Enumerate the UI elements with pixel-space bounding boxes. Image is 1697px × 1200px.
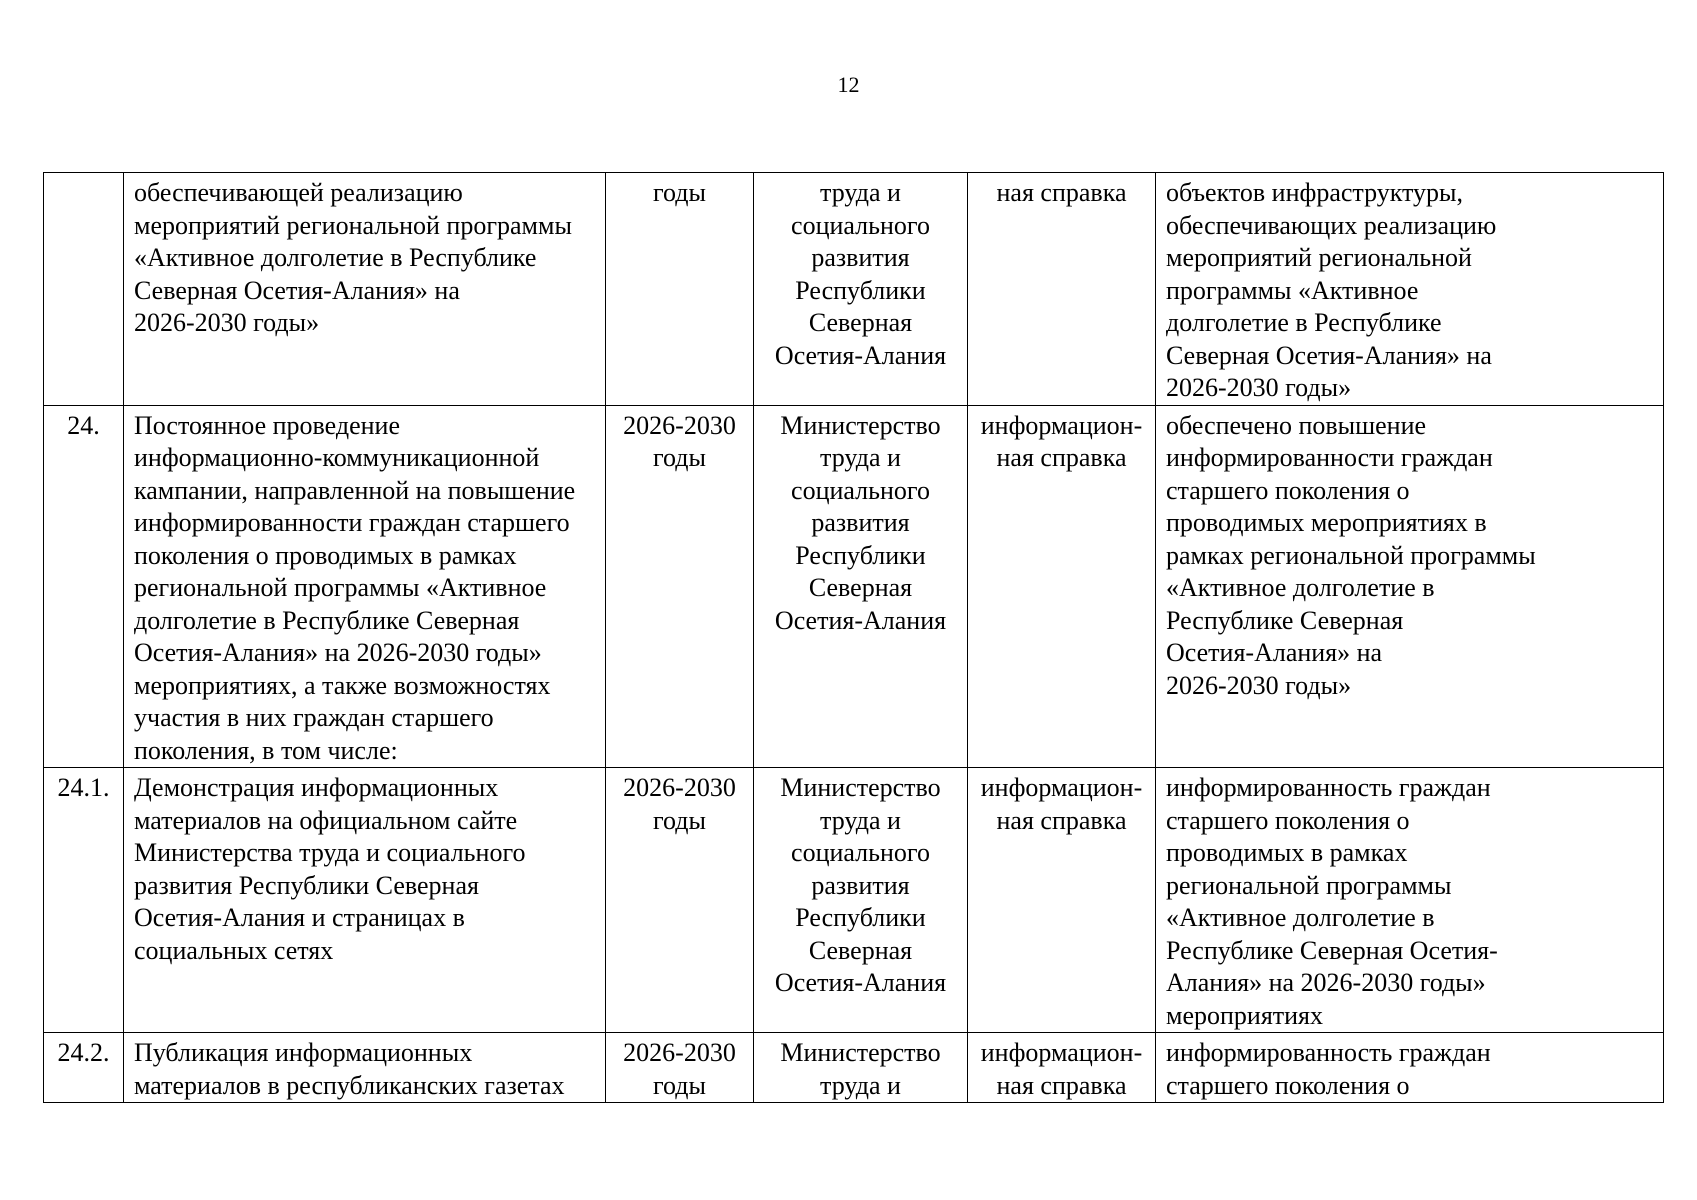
measure-name-line: долголетие в Республике Северная xyxy=(134,605,520,635)
row-number-cell xyxy=(44,768,124,1033)
result-line: объектов инфраструктуры, xyxy=(1166,178,1464,207)
result-line: Алания» на 2026-2030 годы» xyxy=(1166,968,1486,997)
result-line: 2026-2030 годы» xyxy=(1166,373,1352,402)
measure-name-line: Министерства труда и социального xyxy=(134,838,526,867)
measure-name-line: Осетия-Алания и страницах в xyxy=(134,903,465,932)
result-line: Северная Осетия-Алания» на xyxy=(1166,340,1492,370)
executor-cell xyxy=(754,768,968,1033)
result-line: программы «Активное xyxy=(1166,275,1419,305)
measure-name-line: «Активное долголетие в Республике xyxy=(134,243,537,272)
executor-line: Министерство xyxy=(780,410,941,440)
result-line: проводимых в рамках xyxy=(1166,838,1408,867)
row-number: 24. xyxy=(67,410,100,440)
report-form-line: ная справка xyxy=(996,178,1127,207)
executor-line: труда и xyxy=(820,178,901,207)
measure-name-cell xyxy=(124,173,606,406)
executor-line: развития xyxy=(811,508,910,537)
table-row xyxy=(44,768,1664,1033)
result-line: обеспечивающих реализацию xyxy=(1166,210,1497,240)
report-form-line: ная справка xyxy=(996,443,1127,472)
term-line: годы xyxy=(653,1070,706,1100)
term-cell xyxy=(606,1033,754,1103)
executor-line: труда и xyxy=(820,805,901,835)
term-line: 2026-2030 xyxy=(623,1038,736,1067)
result-line: старшего поколения о xyxy=(1166,805,1410,835)
report-form-cell xyxy=(968,173,1156,406)
measure-name-line: мероприятий региональной программы xyxy=(134,210,572,240)
measure-name-line: участия в них граждан старшего xyxy=(134,703,494,732)
result-cell xyxy=(1156,173,1664,406)
executor-line: труда и xyxy=(820,443,901,472)
executor-line: социального xyxy=(791,210,930,240)
report-form-cell xyxy=(968,405,1156,768)
measure-name-line: социальных сетях xyxy=(134,935,334,965)
term-line: 2026-2030 xyxy=(623,773,736,802)
result-line: информированность граждан xyxy=(1166,773,1491,802)
executor-line: социального xyxy=(791,838,930,867)
term-line: 2026-2030 xyxy=(623,410,736,440)
report-form-line: информацион- xyxy=(980,773,1143,802)
executor-line: Осетия-Алания xyxy=(774,340,947,370)
measure-name-line: материалов на официальном сайте xyxy=(134,805,518,835)
measure-name-line: материалов в республиканских газетах xyxy=(134,1070,565,1100)
executor-line: Осетия-Алания xyxy=(774,968,947,997)
term-cell xyxy=(606,405,754,768)
result-line: мероприятиях xyxy=(1166,1000,1324,1030)
measure-name-cell xyxy=(124,1033,606,1103)
result-line: обеспечено повышение xyxy=(1166,410,1427,440)
executor-line: Республики xyxy=(795,903,926,932)
table-body xyxy=(44,173,1664,1103)
measures-table xyxy=(43,172,1664,1103)
table-row xyxy=(44,173,1664,406)
report-form-cell xyxy=(968,768,1156,1033)
row-number-cell xyxy=(44,173,124,406)
row-number-cell xyxy=(44,1033,124,1103)
executor-line: Северная xyxy=(808,935,913,965)
executor-line: Осетия-Алания xyxy=(774,605,947,635)
measure-name-line: информированности граждан старшего xyxy=(134,508,570,537)
executor-line: Республики xyxy=(795,275,926,305)
executor-line: социального xyxy=(791,475,930,505)
measure-name-line: Северная Осетия-Алания» на xyxy=(134,275,460,305)
row-number: 24.2. xyxy=(57,1038,110,1067)
result-line: старшего поколения о xyxy=(1166,475,1410,505)
result-line: проводимых мероприятиях в xyxy=(1166,508,1487,537)
executor-cell xyxy=(754,1033,968,1103)
term-line: годы xyxy=(653,443,706,472)
result-line: информированности граждан xyxy=(1166,443,1493,472)
term-line: годы xyxy=(653,178,706,207)
measure-name-line: кампании, направленной на повышение xyxy=(134,475,576,505)
result-line: Республике Северная Осетия- xyxy=(1166,935,1498,965)
term-line: годы xyxy=(653,805,706,835)
result-line: Осетия-Алания» на xyxy=(1166,638,1383,667)
executor-line: труда и xyxy=(820,1070,901,1100)
result-line: «Активное долголетие в xyxy=(1166,573,1435,602)
measure-name-line: Осетия-Алания» на 2026-2030 годы» xyxy=(134,638,542,667)
report-form-line: ная справка xyxy=(996,1070,1127,1100)
result-line: мероприятий региональной xyxy=(1166,243,1472,272)
measure-name-cell xyxy=(124,768,606,1033)
executor-line: Министерство xyxy=(780,773,941,802)
report-form-cell xyxy=(968,1033,1156,1103)
result-line: информированность граждан xyxy=(1166,1038,1491,1067)
result-cell xyxy=(1156,1033,1664,1103)
executor-line: Северная xyxy=(808,573,913,602)
executor-cell xyxy=(754,173,968,406)
measure-name-line: информационно-коммуникационной xyxy=(134,443,540,472)
page-number: 12 xyxy=(837,72,860,97)
result-line: старшего поколения о xyxy=(1166,1070,1410,1100)
report-form-line: информацион- xyxy=(980,410,1143,440)
report-form-line: информацион- xyxy=(980,1038,1143,1067)
report-form-line: ная справка xyxy=(996,805,1127,835)
measure-name-cell xyxy=(124,405,606,768)
executor-line: Республики xyxy=(795,540,926,570)
measure-name-line: развития Республики Северная xyxy=(134,870,479,900)
result-line: рамках региональной программы xyxy=(1166,540,1536,570)
measure-name-line: Публикация информационных xyxy=(134,1038,473,1067)
measure-name-line: поколения, в том числе: xyxy=(134,735,398,765)
executor-cell xyxy=(754,405,968,768)
result-cell xyxy=(1156,405,1664,768)
measure-name-line: поколения о проводимых в рамках xyxy=(134,540,517,570)
measure-name-line: Демонстрация информационных xyxy=(134,773,499,802)
result-line: Республике Северная xyxy=(1166,605,1404,635)
executor-line: развития xyxy=(811,243,910,272)
measure-name-line: 2026-2030 годы» xyxy=(134,308,320,337)
executor-line: Северная xyxy=(808,308,913,337)
table-row xyxy=(44,405,1664,768)
table-row xyxy=(44,1033,1664,1103)
result-cell xyxy=(1156,768,1664,1033)
measure-name-line: региональной программы «Активное xyxy=(134,573,547,602)
row-number-cell xyxy=(44,405,124,768)
executor-line: Министерство xyxy=(780,1038,941,1067)
result-line: региональной программы xyxy=(1166,870,1452,900)
term-cell xyxy=(606,768,754,1033)
measure-name-line: мероприятиях, а также возможностях xyxy=(134,670,551,700)
result-line: «Активное долголетие в xyxy=(1166,903,1435,932)
executor-line: развития xyxy=(811,870,910,900)
result-line: долголетие в Республике xyxy=(1166,308,1442,337)
result-line: 2026-2030 годы» xyxy=(1166,670,1352,700)
row-number: 24.1. xyxy=(57,773,110,802)
measure-name-line: Постоянное проведение xyxy=(134,410,401,440)
term-cell xyxy=(606,173,754,406)
measure-name-line: обеспечивающей реализацию xyxy=(134,178,463,207)
